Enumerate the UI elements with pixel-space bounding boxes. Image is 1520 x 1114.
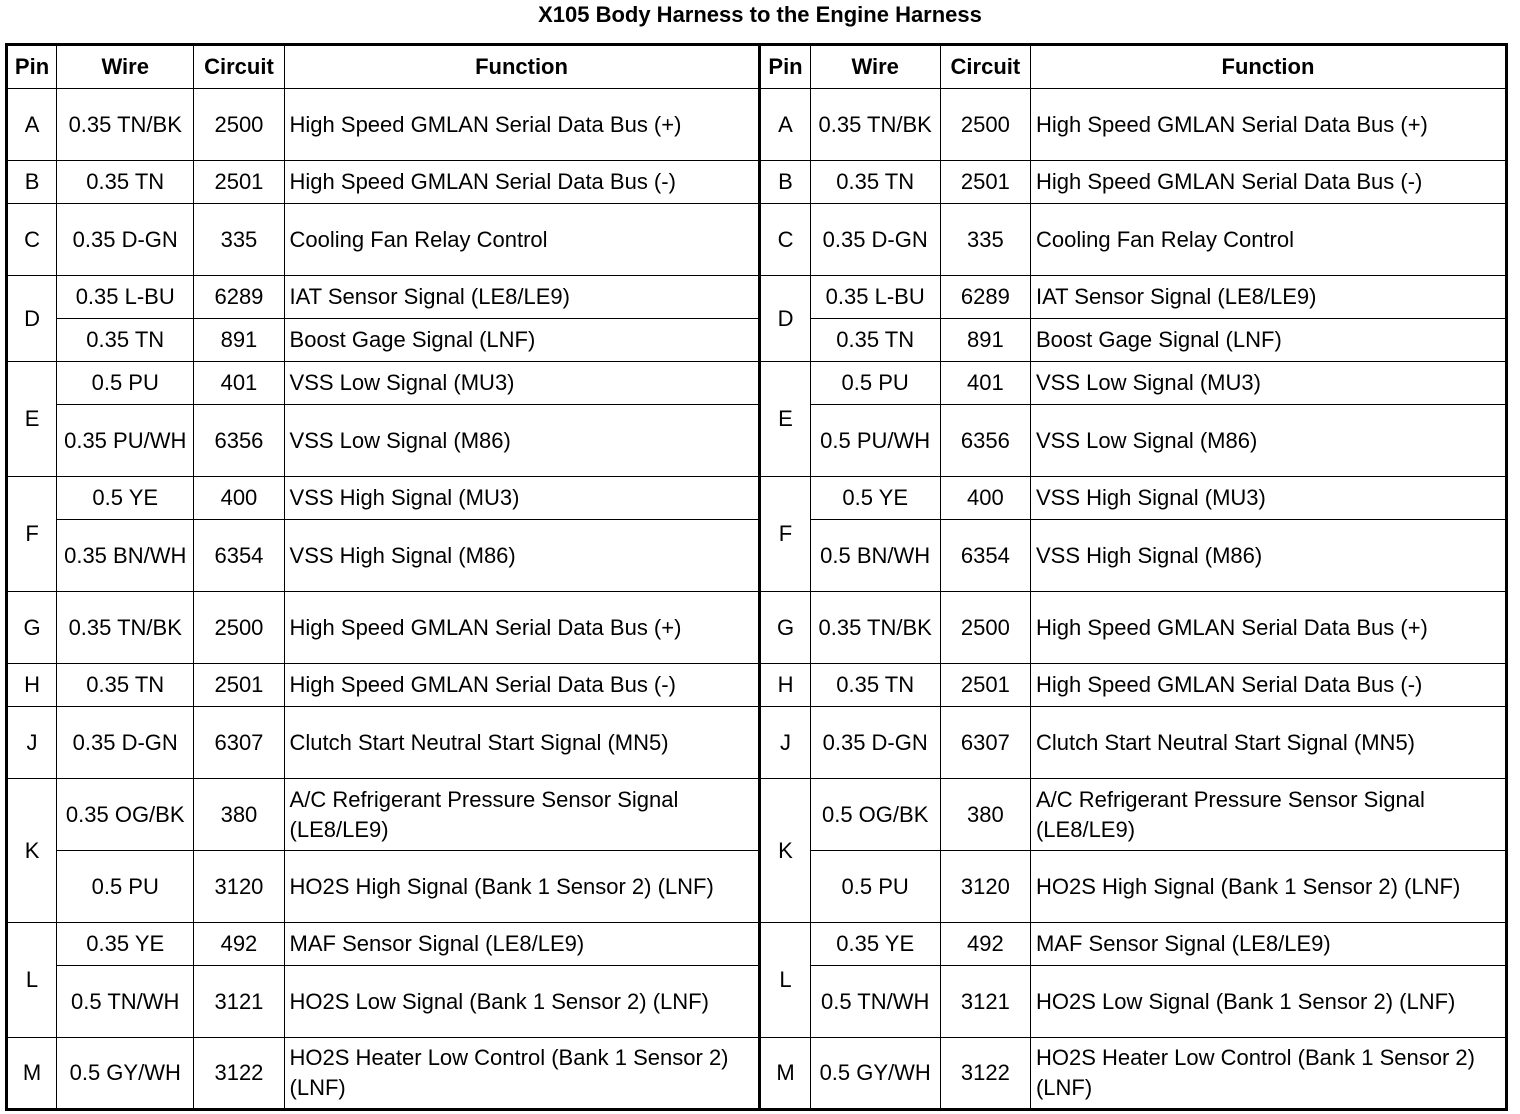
wire-cell: 0.35 YE [810,923,940,966]
circuit-cell: 6356 [194,405,284,477]
wire-cell: 0.35 YE [57,923,194,966]
function-cell: High Speed GMLAN Serial Data Bus (-) [1030,664,1506,707]
pin-cell: M [760,1038,810,1110]
header-function: Function [284,45,760,89]
circuit-cell: 2500 [194,89,284,161]
function-cell: VSS High Signal (MU3) [1030,477,1506,520]
circuit-cell: 3121 [940,966,1030,1038]
table-body [7,89,1507,1110]
wire-cell: 0.5 YE [57,477,194,520]
pin-cell: B [7,161,57,204]
circuit-cell: 335 [194,204,284,276]
circuit-cell: 2501 [194,664,284,707]
function-cell: Boost Gage Signal (LNF) [1030,319,1506,362]
header-pin: Pin [7,45,57,89]
circuit-cell: 2501 [940,161,1030,204]
function-cell: Cooling Fan Relay Control [284,204,760,276]
table-row [7,707,1507,779]
table-row [7,592,1507,664]
circuit-cell: 3120 [194,851,284,923]
header-wire: Wire [57,45,194,89]
function-cell: VSS Low Signal (MU3) [284,362,760,405]
wire-cell: 0.35 TN/BK [57,89,194,161]
function-cell: High Speed GMLAN Serial Data Bus (+) [1030,592,1506,664]
circuit-cell: 380 [194,779,284,851]
function-cell: VSS High Signal (M86) [1030,520,1506,592]
circuit-cell: 3122 [194,1038,284,1110]
wire-cell: 0.5 TN/WH [57,966,194,1038]
function-cell: High Speed GMLAN Serial Data Bus (-) [284,161,760,204]
function-cell: IAT Sensor Signal (LE8/LE9) [284,276,760,319]
function-cell: HO2S Low Signal (Bank 1 Sensor 2) (LNF) [284,966,760,1038]
pin-cell: K [760,779,810,923]
wire-cell: 0.35 TN [810,664,940,707]
pin-cell: G [7,592,57,664]
circuit-cell: 401 [940,362,1030,405]
wire-cell: 0.35 D-GN [57,204,194,276]
pin-cell: J [7,707,57,779]
table-row [7,779,1507,851]
wire-cell: 0.5 OG/BK [810,779,940,851]
circuit-cell: 335 [940,204,1030,276]
wire-cell: 0.5 BN/WH [810,520,940,592]
function-cell: VSS High Signal (MU3) [284,477,760,520]
table-row [7,477,1507,520]
table-row [7,89,1507,161]
pin-cell: C [760,204,810,276]
pin-cell: J [760,707,810,779]
wire-cell: 0.35 D-GN [810,204,940,276]
function-cell: Boost Gage Signal (LNF) [284,319,760,362]
pin-cell: K [7,779,57,923]
function-cell: Cooling Fan Relay Control [1030,204,1506,276]
table-row [7,664,1507,707]
wire-cell: 0.5 PU [810,362,940,405]
wire-cell: 0.35 TN/BK [810,592,940,664]
pin-cell: D [7,276,57,362]
page-title: X105 Body Harness to the Engine Harness [538,2,982,27]
pin-cell: F [7,477,57,592]
function-cell: HO2S Low Signal (Bank 1 Sensor 2) (LNF) [1030,966,1506,1038]
wire-cell: 0.35 TN [57,664,194,707]
function-cell: VSS Low Signal (M86) [284,405,760,477]
wire-cell: 0.35 TN [57,161,194,204]
function-cell: VSS Low Signal (M86) [1030,405,1506,477]
circuit-cell: 3122 [940,1038,1030,1110]
function-cell: IAT Sensor Signal (LE8/LE9) [1030,276,1506,319]
table-row [7,204,1507,276]
wire-cell: 0.5 PU [57,851,194,923]
circuit-cell: 400 [940,477,1030,520]
wire-cell: 0.35 TN/BK [57,592,194,664]
table-row [7,923,1507,966]
circuit-cell: 380 [940,779,1030,851]
function-cell: HO2S Heater Low Control (Bank 1 Sensor 2) (LNF) [284,1038,760,1110]
table-row [7,851,1507,923]
circuit-cell: 401 [194,362,284,405]
function-cell: MAF Sensor Signal (LE8/LE9) [284,923,760,966]
function-cell: High Speed GMLAN Serial Data Bus (-) [1030,161,1506,204]
function-cell: Clutch Start Neutral Start Signal (MN5) [1030,707,1506,779]
function-cell: HO2S Heater Low Control (Bank 1 Sensor 2) (LNF) [1030,1038,1506,1110]
table-row [7,405,1507,477]
wire-cell: 0.35 OG/BK [57,779,194,851]
connector-pinout-table [5,43,1508,1111]
function-cell: MAF Sensor Signal (LE8/LE9) [1030,923,1506,966]
circuit-cell: 6354 [194,520,284,592]
pin-cell: A [7,89,57,161]
function-cell: Clutch Start Neutral Start Signal (MN5) [284,707,760,779]
table-row [7,319,1507,362]
wire-cell: 0.35 TN [57,319,194,362]
circuit-cell: 2500 [194,592,284,664]
header-circuit: Circuit [940,45,1030,89]
table-row [7,1038,1507,1110]
wire-cell: 0.35 D-GN [810,707,940,779]
table-row [7,520,1507,592]
pin-cell: H [760,664,810,707]
wire-cell: 0.35 TN/BK [810,89,940,161]
wire-cell: 0.5 PU/WH [810,405,940,477]
wire-cell: 0.35 L-BU [57,276,194,319]
function-cell: A/C Refrigerant Pressure Sensor Signal (LE8/LE9) [1030,779,1506,851]
circuit-cell: 6354 [940,520,1030,592]
circuit-cell: 2501 [194,161,284,204]
pin-cell: E [760,362,810,477]
function-cell: HO2S High Signal (Bank 1 Sensor 2) (LNF) [1030,851,1506,923]
pin-cell: H [7,664,57,707]
wire-cell: 0.35 PU/WH [57,405,194,477]
pin-cell: A [760,89,810,161]
function-cell: A/C Refrigerant Pressure Sensor Signal (LE8/LE9) [284,779,760,851]
circuit-cell: 3120 [940,851,1030,923]
function-cell: HO2S High Signal (Bank 1 Sensor 2) (LNF) [284,851,760,923]
circuit-cell: 891 [194,319,284,362]
circuit-cell: 3121 [194,966,284,1038]
pin-cell: C [7,204,57,276]
wire-cell: 0.35 BN/WH [57,520,194,592]
table-row [7,161,1507,204]
circuit-cell: 6289 [940,276,1030,319]
table-row [7,276,1507,319]
circuit-cell: 2500 [940,89,1030,161]
pin-cell: L [7,923,57,1038]
header-wire: Wire [810,45,940,89]
wire-cell: 0.35 TN [810,161,940,204]
wire-cell: 0.5 TN/WH [810,966,940,1038]
function-cell: VSS High Signal (M86) [284,520,760,592]
circuit-cell: 6356 [940,405,1030,477]
wire-cell: 0.5 PU [57,362,194,405]
circuit-cell: 492 [940,923,1030,966]
pin-cell: D [760,276,810,362]
wire-cell: 0.5 GY/WH [57,1038,194,1110]
wire-cell: 0.35 D-GN [57,707,194,779]
wire-cell: 0.35 L-BU [810,276,940,319]
circuit-cell: 400 [194,477,284,520]
pin-cell: G [760,592,810,664]
circuit-cell: 6289 [194,276,284,319]
pin-cell: M [7,1038,57,1110]
pin-cell: B [760,161,810,204]
header-pin: Pin [760,45,810,89]
wire-cell: 0.5 GY/WH [810,1038,940,1110]
function-cell: High Speed GMLAN Serial Data Bus (+) [284,592,760,664]
circuit-cell: 492 [194,923,284,966]
table-row [7,362,1507,405]
header-function: Function [1030,45,1506,89]
circuit-cell: 6307 [940,707,1030,779]
wire-cell: 0.5 PU [810,851,940,923]
wire-cell: 0.35 TN [810,319,940,362]
header-row [7,45,1507,89]
pin-cell: E [7,362,57,477]
function-cell: VSS Low Signal (MU3) [1030,362,1506,405]
circuit-cell: 2501 [940,664,1030,707]
circuit-cell: 2500 [940,592,1030,664]
function-cell: High Speed GMLAN Serial Data Bus (+) [284,89,760,161]
wire-cell: 0.5 YE [810,477,940,520]
circuit-cell: 6307 [194,707,284,779]
table-row [7,966,1507,1038]
function-cell: High Speed GMLAN Serial Data Bus (+) [1030,89,1506,161]
pin-cell: L [760,923,810,1038]
circuit-cell: 891 [940,319,1030,362]
header-circuit: Circuit [194,45,284,89]
function-cell: High Speed GMLAN Serial Data Bus (-) [284,664,760,707]
pin-cell: F [760,477,810,592]
